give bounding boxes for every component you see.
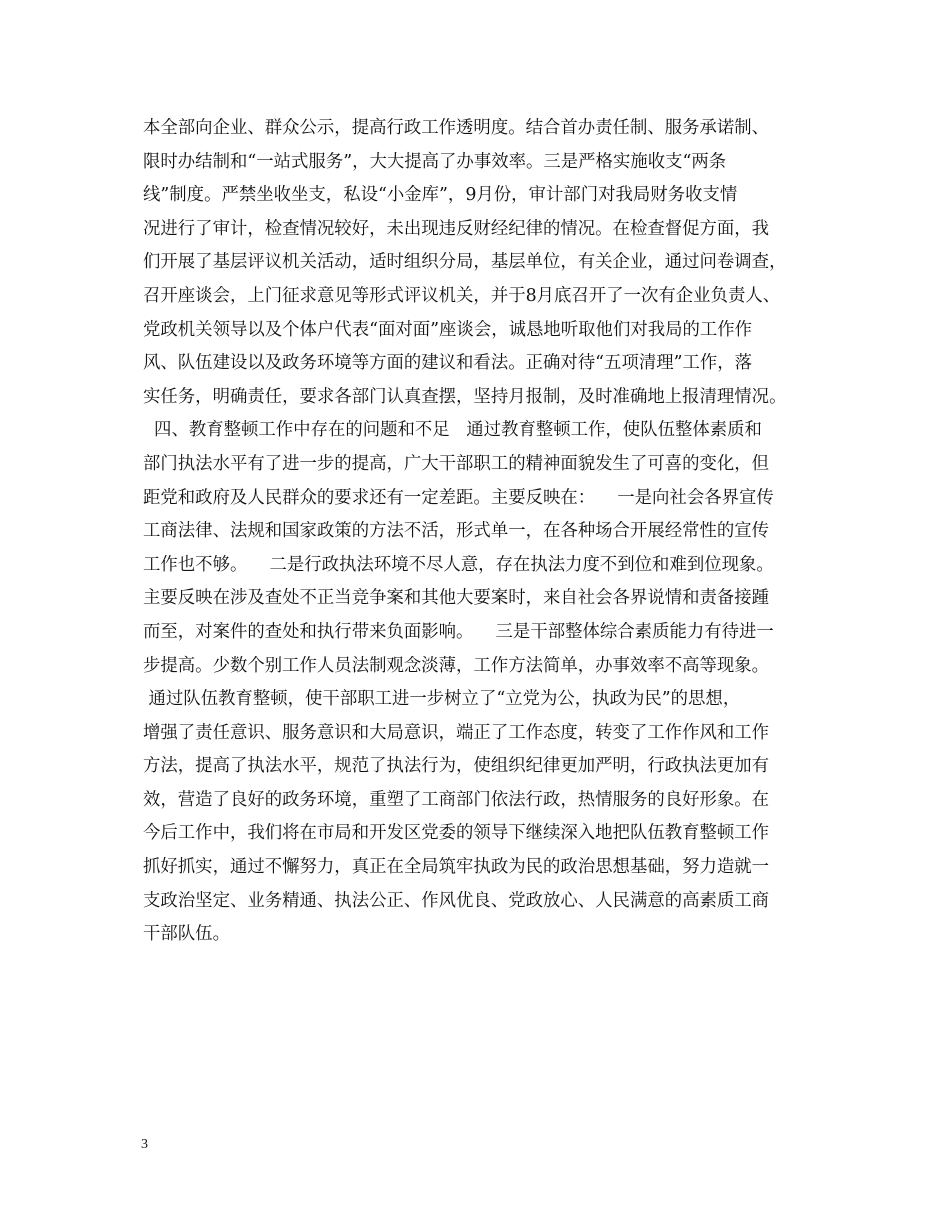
text-line: 召开座谈会，上门征求意见等形式评议机关，并于8月底召开了一次有企业负责人、	[143, 285, 781, 306]
text-line: 风、队伍建设以及政务环境等方面的建议和看法。正确对待“五项清理”工作，落	[143, 353, 753, 374]
text-line: 干部队伍。	[143, 924, 230, 945]
text-line: 们开展了基层评议机关活动，适时组织分局，基层单位，有关企业，通过问卷调查，	[143, 252, 787, 273]
text-line: 本全部向企业、群众公示，提高行政工作透明度。结合首办责任制、服务承诺制、	[143, 118, 770, 138]
text-line: 党政机关领导以及个体户代表“面对面”座谈会，诚恳地听取他们对我局的工作作	[143, 319, 753, 340]
text-line: 工商法律、法规和国家政策的方法不活，形式单一，在各种场合开展经常性的宣传	[143, 521, 770, 542]
text-line: 方法，提高了执法水平，规范了执法行为，使组织纪律更加严明，行政执法更加有	[143, 756, 770, 777]
text-line: 限时办结制和“一站式服务”，大大提高了办事效率。三是严格实施收支“两条	[143, 151, 727, 172]
text-line: 今后工作中，我们将在市局和开发区党委的领导下继续深入地把队伍教育整顿工作	[143, 823, 770, 844]
text-line: 支政治坚定、业务精通、执法公正、作风优良、党政放心、人民满意的高素质工商	[143, 890, 770, 911]
text-line: 通过队伍教育整顿，使干部职工进一步树立了“立党为公，执政为民”的思想，	[143, 689, 741, 710]
text-line: 效，营造了良好的政务环境，重塑了工商部门依法行政，热情服务的良好形象。在	[143, 789, 770, 810]
section-heading-line: 四、教育整顿工作中存在的问题和不足 通过教育整顿工作，使队伍整体素质和	[143, 420, 762, 441]
text-line: 工作也不够。 二是行政执法环境不尽人意，存在执法力度不到位和难到位现象。	[143, 554, 774, 575]
text-line: 而至，对案件的查处和执行带来负面影响。 三是干部整体综合素质能力有待进一	[143, 621, 774, 642]
text-line: 主要反映在涉及查处不正当竞争案和其他大要案时，来自社会各界说情和责备接踵	[143, 588, 770, 609]
text-line: 距党和政府及人民群众的要求还有一定差距。主要反映在： 一是向社会各界宣传	[143, 487, 774, 508]
text-line: 况进行了审计，检查情况较好，未出现违反财经纪律的情况。在检查督促方面，我	[143, 218, 770, 239]
page-number: 3	[141, 1137, 148, 1152]
text-line: 线”制度。严禁坐收坐支，私设“小金库”，9月份，审计部门对我局财务收支情	[143, 185, 738, 206]
body-text	[143, 112, 833, 952]
text-line: 抓好抓实，通过不懈努力，真正在全局筑牢执政为民的政治思想基础，努力造就一	[143, 857, 770, 878]
text-line: 增强了责任意识、服务意识和大局意识，端正了工作态度，转变了工作作风和工作	[143, 722, 770, 743]
text-line: 实任务，明确责任，要求各部门认真查摆，坚持月报制，及时准确地上报清理情况。	[143, 386, 787, 407]
text-line: 步提高。少数个别工作人员法制观念淡薄，工作方法简单，办事效率不高等现象。	[143, 655, 770, 676]
text-line: 部门执法水平有了进一步的提高，广大干部职工的精神面貌发生了可喜的变化，但	[143, 453, 770, 474]
